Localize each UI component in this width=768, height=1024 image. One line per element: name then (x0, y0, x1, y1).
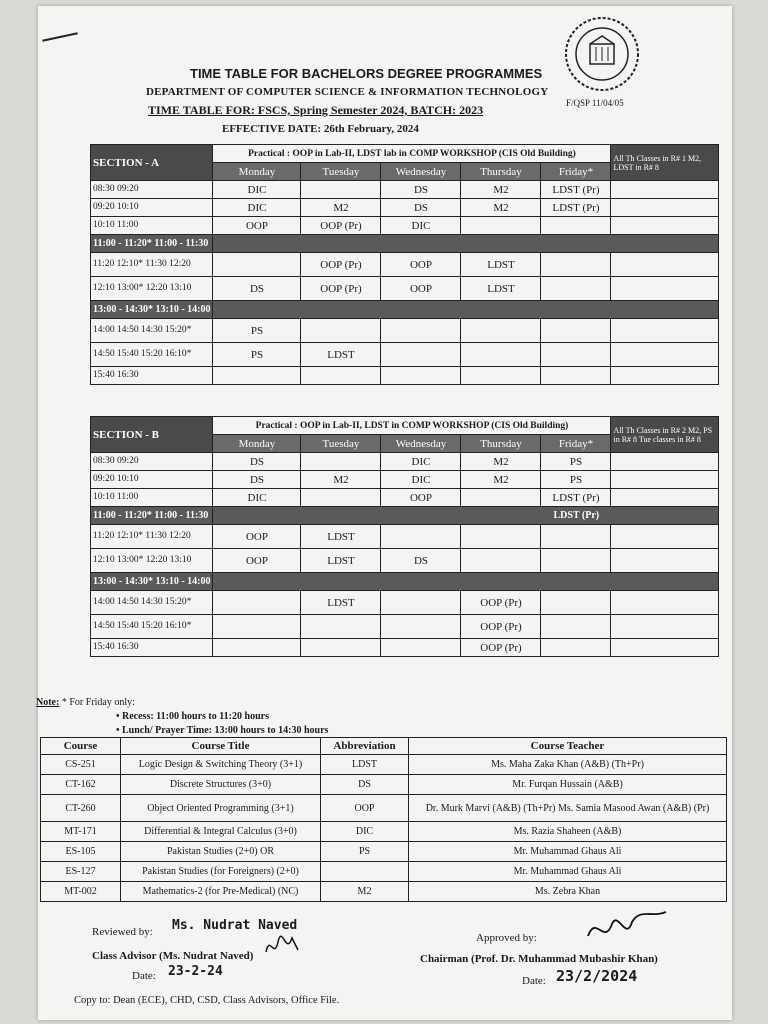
class-cell: OOP (213, 549, 301, 573)
course-title: Pakistan Studies (for Foreigners) (2+0) (121, 862, 321, 882)
class-cell (541, 591, 611, 615)
class-cell (301, 489, 381, 507)
day-header: Monday (213, 435, 301, 453)
time-slot: 11:20 12:10* 11:30 12:20 (91, 253, 213, 277)
class-cell: OOP (Pr) (301, 277, 381, 301)
time-slot: 14:00 14:50 14:30 15:20* (91, 319, 213, 343)
class-cell: DS (381, 549, 461, 573)
class-cell (381, 525, 461, 549)
break-row (91, 507, 719, 525)
section-a-room-note: All Th Classes in R# 1 M2, LDST in R# 8 (611, 145, 719, 181)
spare-cell (611, 367, 719, 385)
course-header: Course (41, 738, 121, 755)
break-time: 13:00 - 14:30* 13:10 - 14:00 (91, 301, 213, 319)
section-b-practical: Practical : OOP in Lab-II, LDST in COMP WORKSHOP (CIS Old Building) (213, 417, 611, 435)
class-cell (301, 181, 381, 199)
course-abbreviation: PS (321, 842, 409, 862)
class-cell: M2 (301, 199, 381, 217)
table-row (91, 367, 719, 385)
class-cell (381, 639, 461, 657)
day-header: Friday* (541, 163, 611, 181)
class-cell (461, 549, 541, 573)
class-cell (381, 319, 461, 343)
course-code: MT-002 (41, 882, 121, 902)
class-cell: OOP (213, 525, 301, 549)
class-cell (381, 615, 461, 639)
course-abbreviation: OOP (321, 795, 409, 822)
document-title: TIME TABLE FOR BACHELORS DEGREE PROGRAMMES (190, 66, 543, 81)
chair-date-label: Date: (522, 975, 546, 987)
course-code: CS-251 (41, 755, 121, 775)
class-cell (461, 319, 541, 343)
copy-to: Copy to: Dean (ECE), CHD, CSD, Class Advisors, Office File. (74, 995, 340, 1006)
course-title: Pakistan Studies (2+0) OR (121, 842, 321, 862)
time-slot: 10:10 11:00 (91, 489, 213, 507)
course-code: CT-260 (41, 795, 121, 822)
course-header: Course Teacher (409, 738, 727, 755)
class-cell (461, 367, 541, 385)
class-cell: M2 (461, 453, 541, 471)
note-lunch: Lunch/ Prayer Time: 13:00 hours to 14:30 hours (122, 725, 329, 736)
spare-cell (611, 199, 719, 217)
time-slot: 15:40 16:30 (91, 639, 213, 657)
reviewed-label: Reviewed by: (92, 926, 153, 938)
day-header: Friday* (541, 435, 611, 453)
class-cell: DS (381, 181, 461, 199)
table-row (91, 489, 719, 507)
class-cell: PS (213, 319, 301, 343)
class-cell (461, 525, 541, 549)
course-title: Logic Design & Switching Theory (3+1) (121, 755, 321, 775)
spare-cell (611, 319, 719, 343)
class-cell (301, 319, 381, 343)
class-cell: LDST (301, 525, 381, 549)
course-title: Differential & Integral Calculus (3+0) (121, 822, 321, 842)
course-title: Discrete Structures (3+0) (121, 775, 321, 795)
time-slot: 14:50 15:40 15:20 16:10* (91, 343, 213, 367)
course-header: Abbreviation (321, 738, 409, 755)
chairman-name: Chairman (Prof. Dr. Muhammad Mubashir Khan) (420, 953, 658, 965)
class-cell: M2 (461, 471, 541, 489)
time-slot: 11:20 12:10* 11:30 12:20 (91, 525, 213, 549)
spare-cell (611, 615, 719, 639)
table-row (91, 319, 719, 343)
day-header: Tuesday (301, 163, 381, 181)
course-abbreviation (321, 862, 409, 882)
class-cell (213, 253, 301, 277)
class-cell: LDST (301, 343, 381, 367)
table-row (91, 591, 719, 615)
university-seal-icon (562, 14, 642, 94)
advisor-date: 23-2-24 (168, 964, 223, 979)
table-row (91, 199, 719, 217)
class-cell: LDST (Pr) (541, 181, 611, 199)
class-cell: DIC (381, 453, 461, 471)
class-cell: DS (381, 199, 461, 217)
class-cell (541, 277, 611, 301)
class-advisor: Class Advisor (Ms. Nudrat Naved) (92, 950, 254, 962)
spare-cell (611, 591, 719, 615)
course-row (41, 882, 727, 902)
course-code: CT-162 (41, 775, 121, 795)
advisor-signature-icon (262, 930, 302, 964)
time-slot: 15:40 16:30 (91, 367, 213, 385)
class-cell: DS (213, 453, 301, 471)
break-row (91, 235, 719, 253)
course-title: Mathematics-2 (for Pre-Medical) (NC) (121, 882, 321, 902)
note-recess: Recess: 11:00 hours to 11:20 hours (122, 711, 269, 722)
class-cell: DIC (213, 199, 301, 217)
break-band (213, 573, 719, 591)
time-slot: 14:50 15:40 15:20 16:10* (91, 615, 213, 639)
break-band: LDST (Pr) (213, 507, 719, 525)
course-teacher: Mr. Muhammad Ghaus Ali (409, 842, 727, 862)
class-cell (541, 343, 611, 367)
section-b-timetable (90, 416, 719, 657)
class-cell (213, 639, 301, 657)
notes-block: Note: * For Friday only: • Recess: 11:00 hours to 11:20 hours • Lunch/ Prayer Time: 13:00 hours to 14:30 hours (36, 697, 329, 736)
course-header: Course Title (121, 738, 321, 755)
break-row (91, 301, 719, 319)
spare-cell (611, 253, 719, 277)
day-header: Wednesday (381, 435, 461, 453)
course-abbreviation: DIC (321, 822, 409, 842)
class-cell: OOP (Pr) (461, 591, 541, 615)
class-cell: M2 (461, 199, 541, 217)
day-header: Tuesday (301, 435, 381, 453)
table-row (91, 615, 719, 639)
course-row (41, 822, 727, 842)
table-row (91, 253, 719, 277)
reviewed-handwriting: Ms. Nudrat Naved (172, 918, 298, 933)
course-abbreviation: M2 (321, 882, 409, 902)
class-cell: LDST (301, 549, 381, 573)
class-cell: M2 (461, 181, 541, 199)
break-time: 13:00 - 14:30* 13:10 - 14:00 (91, 573, 213, 591)
class-cell (301, 367, 381, 385)
course-code: MT-171 (41, 822, 121, 842)
class-cell: LDST (461, 253, 541, 277)
course-teacher: Mr. Furqan Hussain (A&B) (409, 775, 727, 795)
break-band (213, 301, 719, 319)
class-cell: OOP (Pr) (301, 253, 381, 277)
table-row (91, 525, 719, 549)
class-cell: LDST (Pr) (541, 199, 611, 217)
course-teacher: Ms. Maha Zaka Khan (A&B) (Th+Pr) (409, 755, 727, 775)
spare-cell (611, 549, 719, 573)
course-row (41, 862, 727, 882)
class-cell (301, 639, 381, 657)
table-row (91, 471, 719, 489)
table-row (91, 639, 719, 657)
class-cell: DIC (381, 217, 461, 235)
section-a-label: SECTION - A (91, 145, 213, 181)
table-row (91, 549, 719, 573)
course-row (41, 795, 727, 822)
break-row (91, 573, 719, 591)
table-row (91, 277, 719, 301)
class-cell: DIC (213, 489, 301, 507)
class-cell (541, 615, 611, 639)
table-row (91, 181, 719, 199)
note-label: Note: (36, 697, 60, 708)
class-cell (213, 591, 301, 615)
class-cell (541, 253, 611, 277)
spare-cell (611, 471, 719, 489)
break-band (213, 235, 719, 253)
class-cell (541, 367, 611, 385)
section-b-label: SECTION - B (91, 417, 213, 453)
class-cell: LDST (461, 277, 541, 301)
section-b-room-note: All Th Classes in R# 2 M2, PS in R# 8 Tue classes in R# 8 (611, 417, 719, 453)
time-slot: 08:30 09:20 (91, 453, 213, 471)
course-row (41, 842, 727, 862)
chair-date: 23/2/2024 (556, 967, 638, 985)
spare-cell (611, 217, 719, 235)
class-cell (461, 343, 541, 367)
chairman-signature-icon (582, 906, 672, 952)
day-header: Thursday (461, 435, 541, 453)
class-cell (213, 615, 301, 639)
class-cell: DS (213, 277, 301, 301)
class-cell: LDST (Pr) (541, 489, 611, 507)
spare-cell (611, 489, 719, 507)
note-friday: * For Friday only: (61, 697, 135, 708)
time-slot: 08:30 09:20 (91, 181, 213, 199)
class-cell: DIC (381, 471, 461, 489)
advisor-date-label: Date: (132, 970, 156, 982)
class-cell: OOP (Pr) (461, 639, 541, 657)
class-cell: OOP (Pr) (301, 217, 381, 235)
section-a-practical: Practical : OOP in Lab-II, LDST lab in COMP WORKSHOP (CIS Old Building) (213, 145, 611, 163)
spare-cell (611, 525, 719, 549)
class-cell: OOP (213, 217, 301, 235)
class-cell (541, 525, 611, 549)
section-a-timetable (90, 144, 719, 385)
department-name: DEPARTMENT OF COMPUTER SCIENCE & INFORMATION TECHNOLOGY (146, 86, 549, 98)
course-abbreviation: LDST (321, 755, 409, 775)
course-abbreviation: DS (321, 775, 409, 795)
class-cell: OOP (381, 253, 461, 277)
spare-cell (611, 453, 719, 471)
table-row (91, 217, 719, 235)
class-cell: OOP (381, 277, 461, 301)
form-code: F/QSP 11/04/05 (566, 98, 624, 108)
spare-cell (611, 181, 719, 199)
table-row (91, 343, 719, 367)
class-cell (541, 639, 611, 657)
day-header: Wednesday (381, 163, 461, 181)
time-slot: 10:10 11:00 (91, 217, 213, 235)
break-time: 11:00 - 11:20* 11:00 - 11:30 (91, 507, 213, 525)
class-cell: M2 (301, 471, 381, 489)
class-cell (541, 319, 611, 343)
course-teacher: Dr. Murk Marvi (A&B) (Th+Pr) Ms. Samia Masood Awan (A&B) (Pr) (409, 795, 727, 822)
break-time: 11:00 - 11:20* 11:00 - 11:30 (91, 235, 213, 253)
class-cell: PS (213, 343, 301, 367)
effective-date: EFFECTIVE DATE: 26th February, 2024 (222, 123, 419, 135)
day-header: Monday (213, 163, 301, 181)
class-cell (541, 217, 611, 235)
course-teacher: Ms. Razia Shaheen (A&B) (409, 822, 727, 842)
class-cell (213, 367, 301, 385)
class-cell: OOP (381, 489, 461, 507)
day-header: Thursday (461, 163, 541, 181)
course-row (41, 755, 727, 775)
spare-cell (611, 639, 719, 657)
class-cell (461, 217, 541, 235)
class-cell: LDST (301, 591, 381, 615)
class-cell (381, 367, 461, 385)
time-slot: 09:20 10:10 (91, 471, 213, 489)
course-table (40, 737, 727, 902)
class-cell (301, 453, 381, 471)
course-teacher: Ms. Zebra Khan (409, 882, 727, 902)
time-slot: 14:00 14:50 14:30 15:20* (91, 591, 213, 615)
spare-cell (611, 343, 719, 367)
class-cell (461, 489, 541, 507)
class-cell (381, 343, 461, 367)
course-title: Object Oriented Programming (3+1) (121, 795, 321, 822)
table-row (91, 453, 719, 471)
course-code: ES-127 (41, 862, 121, 882)
time-slot: 12:10 13:00* 12:20 13:10 (91, 549, 213, 573)
time-slot: 12:10 13:00* 12:20 13:10 (91, 277, 213, 301)
course-row (41, 775, 727, 795)
class-cell: DIC (213, 181, 301, 199)
spare-cell (611, 277, 719, 301)
class-cell (541, 549, 611, 573)
class-cell (301, 615, 381, 639)
class-cell (381, 591, 461, 615)
class-cell: DS (213, 471, 301, 489)
class-cell: PS (541, 471, 611, 489)
time-slot: 09:20 10:10 (91, 199, 213, 217)
class-cell: PS (541, 453, 611, 471)
class-cell: OOP (Pr) (461, 615, 541, 639)
course-teacher: Mr. Muhammad Ghaus Ali (409, 862, 727, 882)
timetable-subtitle: TIME TABLE FOR: FSCS, Spring Semester 2024, BATCH: 2023 (148, 103, 484, 117)
course-code: ES-105 (41, 842, 121, 862)
approved-label: Approved by: (476, 932, 537, 944)
